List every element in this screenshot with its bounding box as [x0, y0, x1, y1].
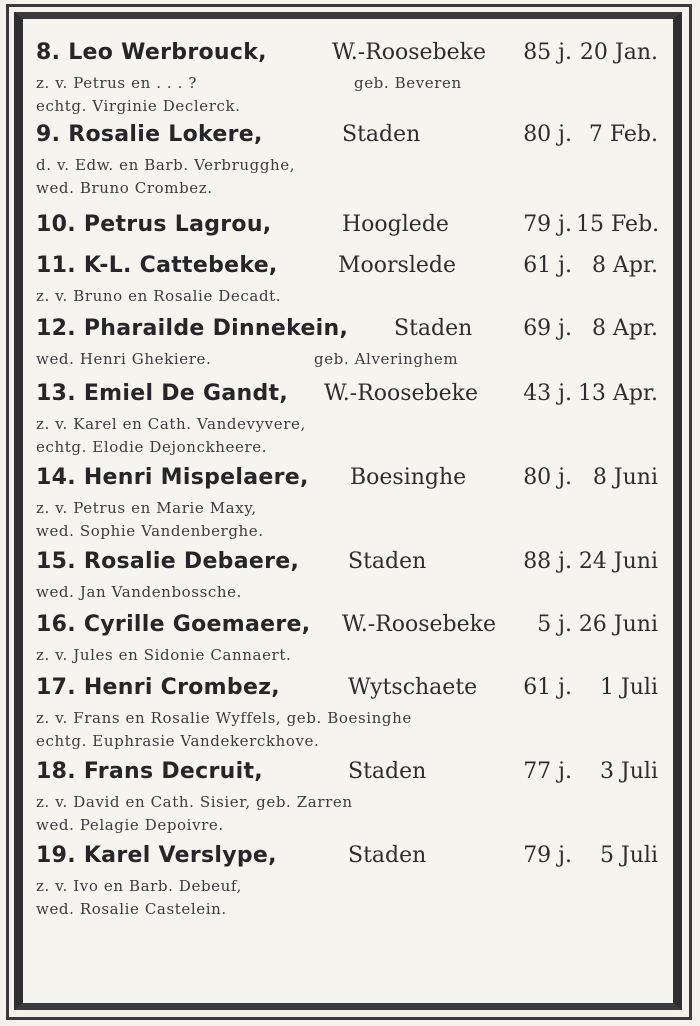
- entry-age: 43 j.: [523, 381, 572, 406]
- entry: [36, 759, 660, 839]
- entry-age: 61 j.: [523, 675, 572, 700]
- entry-place: W.-Roosebeke: [342, 612, 497, 637]
- entry-name: 14. Henri Mispelaere,: [36, 465, 309, 490]
- entry-age: 61 j.: [523, 253, 572, 278]
- entry: [36, 675, 660, 755]
- entry-age: 88 j.: [523, 549, 572, 574]
- entry-name: 18. Frans Decruit,: [36, 759, 263, 784]
- entry-detail: wed. Henri Ghekiere.: [36, 350, 212, 368]
- entry-date: 20 Jan.: [579, 40, 658, 65]
- entry-name: 19. Karel Verslype,: [36, 843, 277, 868]
- entry-age: 80 j.: [523, 122, 572, 147]
- entry-date: 15 Feb.: [576, 212, 660, 237]
- entry-place: Wytschaete: [348, 675, 478, 700]
- entry-date: 8 Apr.: [591, 253, 658, 278]
- entry-detail: wed. Sophie Vandenberghe.: [36, 522, 264, 540]
- entry: [36, 212, 660, 246]
- entry-detail: z. v. Ivo en Barb. Debeuf,: [36, 877, 242, 895]
- entry-detail: z. v. Bruno en Rosalie Decadt.: [36, 287, 282, 305]
- entry-name: 16. Cyrille Goemaere,: [36, 612, 311, 637]
- entry-age: 85 j.: [523, 40, 572, 65]
- entry-date: 13 Apr.: [577, 381, 658, 406]
- entry-detail: echtg. Elodie Dejonckheere.: [36, 438, 268, 456]
- entry-age: 69 j.: [523, 316, 572, 341]
- entry-name: 8. Leo Werbrouck,: [36, 40, 267, 65]
- entry-date: 1 Juli: [599, 675, 658, 700]
- entry-detail: z. v. Petrus en Marie Maxy,: [36, 499, 257, 517]
- entry: [36, 40, 660, 120]
- entry-name: 9. Rosalie Lokere,: [36, 122, 263, 147]
- entries-list: [36, 40, 660, 923]
- entry-detail: wed. Bruno Crombez.: [36, 179, 213, 197]
- entry-place: Moorslede: [338, 253, 456, 278]
- entry-age: 77 j.: [523, 759, 572, 784]
- entry-detail: z. v. David en Cath. Sisier, geb. Zarren: [36, 793, 353, 811]
- entry-age: 80 j.: [523, 465, 572, 490]
- entry: [36, 549, 660, 606]
- entry: [36, 612, 660, 669]
- entry-detail: wed. Pelagie Depoivre.: [36, 816, 224, 834]
- entry-detail: z. v. Karel en Cath. Vandevyvere,: [36, 415, 306, 433]
- entry-name: 17. Henri Crombez,: [36, 675, 280, 700]
- entry: [36, 843, 660, 923]
- entry-detail: z. v. Frans en Rosalie Wyffels, geb. Boesinghe: [36, 709, 412, 727]
- entry-age: 79 j.: [523, 843, 572, 868]
- entry-date: 7 Feb.: [588, 122, 658, 147]
- entry-place: Hooglede: [342, 212, 449, 237]
- entry-date: 3 Juli: [599, 759, 658, 784]
- entry-detail: wed. Jan Vandenbossche.: [36, 583, 242, 601]
- entry-date: 5 Juli: [599, 843, 658, 868]
- entry-detail: z. v. Jules en Sidonie Cannaert.: [36, 646, 292, 664]
- entry-detail: wed. Rosalie Castelein.: [36, 900, 227, 918]
- entry-birthplace: geb. Alveringhem: [314, 350, 459, 368]
- entry-name: 10. Petrus Lagrou,: [36, 212, 272, 237]
- entry-age: 5 j.: [537, 612, 572, 637]
- entry-date: 8 Juni: [592, 465, 658, 490]
- entry-name: 15. Rosalie Debaere,: [36, 549, 300, 574]
- entry-place: W.-Roosebeke: [332, 40, 487, 65]
- entry-detail: d. v. Edw. en Barb. Verbrugghe,: [36, 156, 296, 174]
- entry: [36, 465, 660, 545]
- entry-detail: z. v. Petrus en . . . ?: [36, 74, 198, 92]
- entry-date: 26 Juni: [578, 612, 658, 637]
- entry: [36, 316, 660, 373]
- entry-place: Staden: [394, 316, 473, 341]
- entry-date: 24 Juni: [578, 549, 658, 574]
- entry-place: Staden: [348, 843, 427, 868]
- entry-birthplace: geb. Beveren: [354, 74, 462, 92]
- entry-place: Staden: [348, 759, 427, 784]
- entry-name: 12. Pharailde Dinnekein,: [36, 316, 349, 341]
- entry: [36, 122, 660, 202]
- entry-place: Staden: [348, 549, 427, 574]
- entry-place: W.-Roosebeke: [324, 381, 479, 406]
- entry-name: 13. Emiel De Gandt,: [36, 381, 288, 406]
- entry-name: 11. K-L. Cattebeke,: [36, 253, 278, 278]
- entry-date: 8 Apr.: [591, 316, 658, 341]
- entry-place: Boesinghe: [350, 465, 467, 490]
- entry: [36, 381, 660, 461]
- entry-place: Staden: [342, 122, 421, 147]
- entry-detail: echtg. Virginie Declerck.: [36, 97, 241, 115]
- entry-age: 79 j.: [523, 212, 572, 237]
- entry: [36, 253, 660, 310]
- entry-detail: echtg. Euphrasie Vandekerckhove.: [36, 732, 320, 750]
